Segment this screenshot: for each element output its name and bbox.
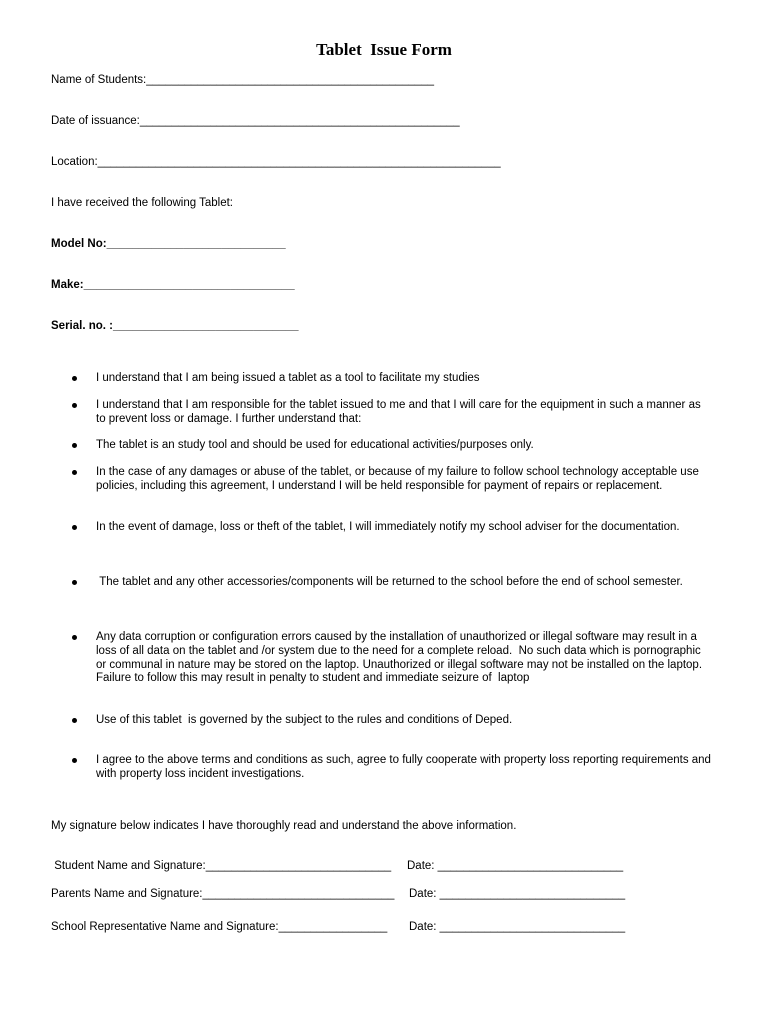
bullet-text: The tablet is an study tool and should be used for educational activities/purposes only. — [96, 439, 534, 451]
student-signature-line: Student Name and Signature:_____________________________ — [51, 860, 392, 872]
bullet-icon — [72, 718, 77, 723]
list-item — [96, 631, 711, 686]
bullet-icon — [72, 525, 77, 530]
bullet-text: The tablet and any other accessories/components will be returned to the school before the end of school semester. — [96, 576, 683, 588]
date-of-issuance-field: Date of issuance:__________________________________________________ — [51, 115, 460, 127]
bullet-icon — [72, 470, 77, 475]
form-title: Tablet Issue Form — [316, 40, 452, 59]
bullet-text: I agree to the above terms and conditions as such, agree to fully cooperate with property loss reporting requirements and with property loss incident investigations. — [96, 754, 715, 780]
school-rep-signature-line: School Representative Name and Signature:_________________ — [51, 921, 388, 933]
received-text: I have received the following Tablet: — [51, 197, 233, 209]
list-item — [96, 576, 711, 590]
make-field: Make:_________________________________ — [51, 279, 295, 291]
bullet-text: I understand that I am responsible for the tablet issued to me and that I will care for the equipment in such a manner as to prevent loss or damage. I further understand that: — [96, 399, 704, 425]
bullet-icon — [72, 580, 77, 585]
bullet-icon — [72, 403, 77, 408]
list-item — [96, 714, 711, 728]
list-item — [96, 372, 711, 386]
bullet-icon — [72, 376, 77, 381]
bullet-icon — [72, 635, 77, 640]
parents-signature-line: Parents Name and Signature:______________________________ — [51, 888, 395, 900]
bullet-icon — [72, 443, 77, 448]
bullet-icon — [72, 758, 77, 763]
parents-date-line: Date: _____________________________ — [409, 888, 626, 900]
list-item — [96, 439, 711, 453]
bullet-text: In the case of any damages or abuse of the tablet, or because of my failure to follow school technology acceptable use policies, including this agreement, I understand I will be held responsible for payment of repairs or replacement. — [96, 466, 703, 492]
list-item — [96, 521, 711, 535]
signature-statement: My signature below indicates I have thoroughly read and understand the above information. — [51, 820, 517, 832]
list-item — [96, 399, 711, 427]
bullet-text: Use of this tablet is governed by the subject to the rules and conditions of Deped. — [96, 714, 513, 726]
name-of-students-field: Name of Students:_____________________________________________ — [51, 74, 435, 86]
serial-no-field: Serial. no. :_____________________________ — [51, 320, 299, 332]
list-item — [96, 754, 715, 782]
student-date-line: Date: _____________________________ — [407, 860, 624, 872]
bullet-text: I understand that I am being issued a tablet as a tool to facilitate my studies — [96, 372, 480, 384]
location-field: Location:_______________________________________________________________ — [51, 156, 501, 168]
bullet-text: In the event of damage, loss or theft of the tablet, I will immediately notify my school adviser for the documentation. — [96, 521, 680, 533]
school-rep-date-line: Date: _____________________________ — [409, 921, 626, 933]
model-no-field: Model No:____________________________ — [51, 238, 286, 250]
bullet-text: Any data corruption or configuration errors caused by the installation of unauthorized or illegal software may result in a loss of all data on the tablet and /or system due to the need for a complete reload. No such data which is pornographic or communal in nature may be stored on the laptop. Unauthorized or illegal software may not be installed on the laptop. Failure to follow this may result in penalty to student and immediate seizure of laptop — [96, 631, 706, 685]
list-item — [96, 466, 711, 494]
